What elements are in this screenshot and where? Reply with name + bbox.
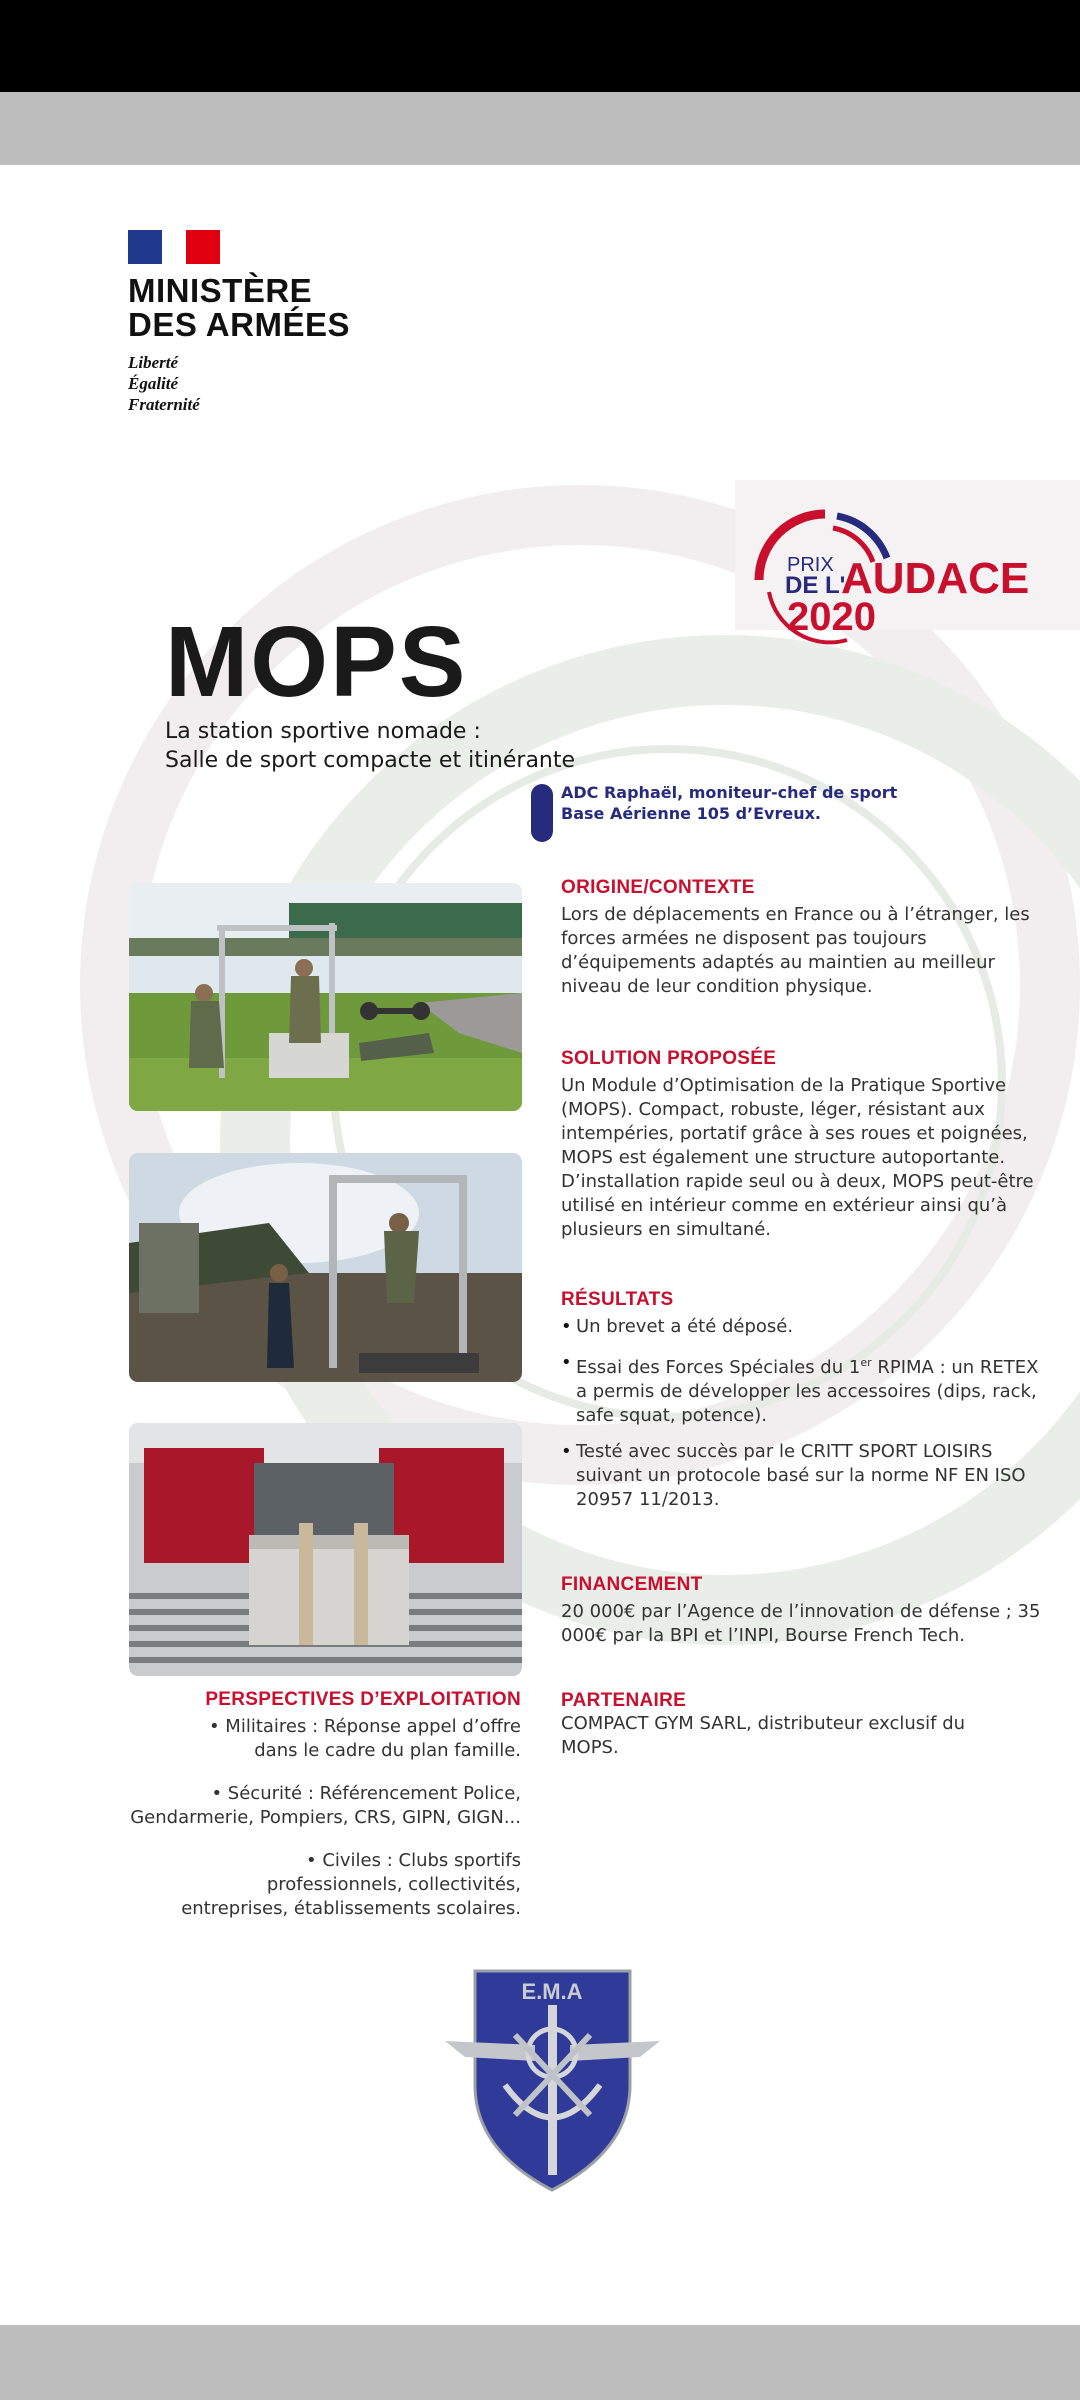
page-title: MOPS <box>165 606 468 718</box>
ministry-logo <box>128 230 350 415</box>
marianne-flag-icon <box>128 230 220 264</box>
section-partenaire <box>561 1690 981 1760</box>
section-solution <box>561 1048 1041 1242</box>
financement-heading: FINANCEMENT <box>561 1574 703 1595</box>
origine-heading: ORIGINE/CONTEXTE <box>561 877 755 898</box>
top-black-bar <box>0 0 1080 92</box>
author-accent-bar <box>531 784 553 842</box>
list-item: • Militaires : Réponse appel d’offre dans le cadre du plan famille. <box>208 1716 521 1761</box>
perspectives-heading: PERSPECTIVES D’EXPLOITATION <box>205 1689 521 1710</box>
photo-aircraft-cargo <box>129 1423 522 1676</box>
ministry-name: MINISTÈRE DES ARMÉES <box>128 272 350 343</box>
top-gray-bar <box>0 92 1080 165</box>
origine-body: Lors de déplacements en France ou à l’étranger, les forces armées ne disposent pas toujours d’équipements adaptés au maintien au meilleur niveau de leur condition physique. <box>561 904 1030 997</box>
motto: Liberté Égalité Fraternité <box>128 353 200 414</box>
list-item: • Testé avec succès par le CRITT SPORT LOISIRS suivant un protocole basé sur la norme NF EN ISO 20957 11/2013. <box>561 1440 1041 1512</box>
perspectives-list <box>115 1715 521 1921</box>
author-credit: ADC Raphaël, moniteur-chef de sport Base Aérienne 105 d’Evreux. <box>561 783 898 823</box>
list-item: • Civiles : Clubs sportifs professionnels, collectivités, entreprises, établissements scolaires. <box>181 1850 521 1919</box>
list-item: • Sécurité : Référencement Police, Gendarmerie, Pompiers, CRS, GIPN, GIGN... <box>130 1783 521 1828</box>
solution-body: Un Module d’Optimisation de la Pratique Sportive (MOPS). Compact, robuste, léger, résistant aux intempéries, portatif grâce à ses roues et poignées, MOPS est également une structure autoportante. D’installation rapide seul ou à deux, MOPS peut-être utilisé en intérieur comme en extérieur ainsi qu’à plusieurs en simultané. <box>561 1075 1034 1240</box>
photo-field-structure <box>129 1153 522 1382</box>
list-item: • Un brevet a été déposé. <box>561 1315 1041 1339</box>
svg-text:PRIX: PRIX <box>787 554 834 576</box>
section-resultats <box>561 1289 1041 1524</box>
svg-text:DE L': DE L' <box>785 572 846 599</box>
partenaire-heading: PARTENAIRE <box>561 1690 687 1711</box>
financement-body: 20 000€ par l’Agence de l’innovation de défense ; 35 000€ par la BPI et l’INPI, Bourse French Tech. <box>561 1601 1041 1646</box>
resultats-list <box>561 1315 1041 1512</box>
svg-text:2020: 2020 <box>787 595 876 639</box>
section-perspectives <box>115 1689 521 1940</box>
section-origine <box>561 877 1041 999</box>
resultats-heading: RÉSULTATS <box>561 1289 674 1310</box>
subtitle: La station sportive nomade : Salle de sport compacte et itinérante <box>165 719 576 773</box>
svg-text:AUDACE: AUDACE <box>841 554 1030 603</box>
photo-outdoor-training <box>129 883 522 1111</box>
section-financement <box>561 1574 1041 1648</box>
list-item: • Essai des Forces Spéciales du 1er RPIMA : un RETEX a permis de développer les accessoires (dips, rack, safe squat, potence). <box>561 1351 1041 1428</box>
svg-text:E.M.A: E.M.A <box>521 1979 583 2004</box>
bottom-gray-bar <box>0 2325 1080 2400</box>
solution-heading: SOLUTION PROPOSÉE <box>561 1048 777 1069</box>
partenaire-body: COMPACT GYM SARL, distributeur exclusif du MOPS. <box>561 1713 966 1758</box>
ema-emblem-icon <box>445 1965 660 2195</box>
prix-audace-logo <box>745 500 1065 650</box>
